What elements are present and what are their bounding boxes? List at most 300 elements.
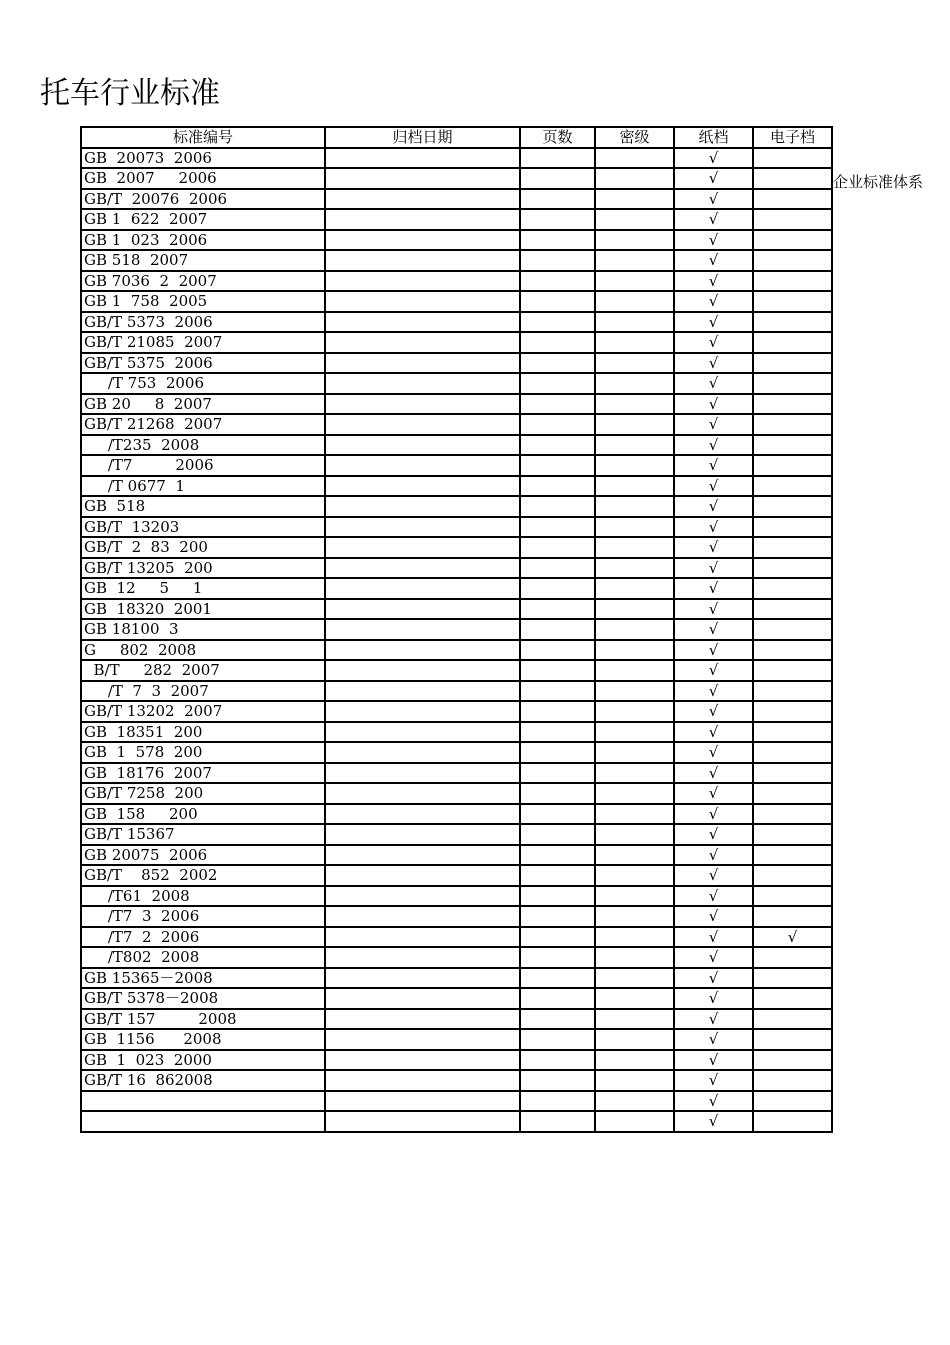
paper-copy-cell: √: [674, 947, 753, 968]
pages-cell: [520, 1029, 595, 1050]
table-row: [81, 681, 832, 702]
paper-copy-cell: √: [674, 906, 753, 927]
header-paper-copy: 纸档: [674, 127, 753, 148]
electronic-copy-cell: [753, 189, 832, 210]
pages-cell: [520, 619, 595, 640]
archive-date-cell: [325, 332, 520, 353]
paper-copy-cell: √: [674, 865, 753, 886]
archive-date-cell: [325, 1009, 520, 1030]
electronic-copy-cell: [753, 1111, 832, 1132]
header-standard-code: 标准编号: [81, 127, 325, 148]
table-row: [81, 517, 832, 538]
table-row: [81, 804, 832, 825]
table-row: [81, 824, 832, 845]
archive-date-cell: [325, 1029, 520, 1050]
electronic-copy-cell: [753, 742, 832, 763]
security-level-cell: [595, 250, 674, 271]
security-level-cell: [595, 722, 674, 743]
pages-cell: [520, 845, 595, 866]
pages-cell: [520, 189, 595, 210]
electronic-copy-cell: [753, 578, 832, 599]
archive-date-cell: [325, 947, 520, 968]
archive-date-cell: [325, 599, 520, 620]
paper-copy-cell: √: [674, 1050, 753, 1071]
electronic-copy-cell: [753, 681, 832, 702]
paper-copy-cell: √: [674, 1070, 753, 1091]
standard-code-cell: GB/T 13205 200: [81, 558, 325, 579]
table-row: [81, 988, 832, 1009]
table-row: [81, 1070, 832, 1091]
electronic-copy-cell: [753, 517, 832, 538]
archive-date-cell: [325, 496, 520, 517]
electronic-copy-cell: [753, 558, 832, 579]
standard-code-cell: GB 18320 2001: [81, 599, 325, 620]
archive-date-cell: [325, 988, 520, 1009]
security-level-cell: [595, 640, 674, 661]
side-note: 企业标准体系: [833, 173, 924, 191]
table-row: [81, 640, 832, 661]
paper-copy-cell: √: [674, 537, 753, 558]
paper-copy-cell: √: [674, 455, 753, 476]
standard-code-cell: GB 2007 2006: [81, 168, 325, 189]
standard-code-cell: /T7 2 2006: [81, 927, 325, 948]
standard-code-cell: GB 15365－2008: [81, 968, 325, 989]
pages-cell: [520, 414, 595, 435]
archive-date-cell: [325, 517, 520, 538]
pages-cell: [520, 763, 595, 784]
standard-code-cell: GB/T 5378－2008: [81, 988, 325, 1009]
security-level-cell: [595, 742, 674, 763]
security-level-cell: [595, 988, 674, 1009]
pages-cell: [520, 435, 595, 456]
archive-date-cell: [325, 250, 520, 271]
standard-code-cell: /T7 2006: [81, 455, 325, 476]
table-row: [81, 209, 832, 230]
electronic-copy-cell: [753, 476, 832, 497]
electronic-copy-cell: √: [753, 927, 832, 948]
pages-cell: [520, 353, 595, 374]
security-level-cell: [595, 271, 674, 292]
table-row: [81, 271, 832, 292]
table-row: [81, 906, 832, 927]
paper-copy-cell: √: [674, 332, 753, 353]
paper-copy-cell: √: [674, 496, 753, 517]
paper-copy-cell: √: [674, 517, 753, 538]
electronic-copy-cell: [753, 291, 832, 312]
pages-cell: [520, 927, 595, 948]
archive-date-cell: [325, 189, 520, 210]
security-level-cell: [595, 558, 674, 579]
archive-date-cell: [325, 537, 520, 558]
archive-date-cell: [325, 865, 520, 886]
electronic-copy-cell: [753, 1091, 832, 1112]
table-row: [81, 353, 832, 374]
paper-copy-cell: √: [674, 927, 753, 948]
table-row: [81, 927, 832, 948]
table-row: [81, 148, 832, 169]
table-row: [81, 189, 832, 210]
security-level-cell: [595, 517, 674, 538]
paper-copy-cell: √: [674, 988, 753, 1009]
electronic-copy-cell: [753, 886, 832, 907]
header-row: [81, 127, 832, 148]
paper-copy-cell: √: [674, 271, 753, 292]
security-level-cell: [595, 414, 674, 435]
archive-date-cell: [325, 578, 520, 599]
archive-date-cell: [325, 681, 520, 702]
standard-code-cell: GB 12 5 1: [81, 578, 325, 599]
paper-copy-cell: √: [674, 1009, 753, 1030]
paper-copy-cell: √: [674, 394, 753, 415]
security-level-cell: [595, 824, 674, 845]
electronic-copy-cell: [753, 640, 832, 661]
pages-cell: [520, 1070, 595, 1091]
electronic-copy-cell: [753, 968, 832, 989]
archive-date-cell: [325, 701, 520, 722]
paper-copy-cell: √: [674, 681, 753, 702]
electronic-copy-cell: [753, 783, 832, 804]
archive-date-cell: [325, 660, 520, 681]
electronic-copy-cell: [753, 947, 832, 968]
table-row: [81, 1009, 832, 1030]
paper-copy-cell: √: [674, 250, 753, 271]
paper-copy-cell: √: [674, 619, 753, 640]
paper-copy-cell: √: [674, 209, 753, 230]
archive-date-cell: [325, 763, 520, 784]
standard-code-cell: GB 18100 3: [81, 619, 325, 640]
electronic-copy-cell: [753, 312, 832, 333]
pages-cell: [520, 722, 595, 743]
paper-copy-cell: √: [674, 414, 753, 435]
pages-cell: [520, 291, 595, 312]
paper-copy-cell: √: [674, 578, 753, 599]
pages-cell: [520, 517, 595, 538]
security-level-cell: [595, 455, 674, 476]
electronic-copy-cell: [753, 1050, 832, 1071]
header-security-level: 密级: [595, 127, 674, 148]
pages-cell: [520, 783, 595, 804]
paper-copy-cell: √: [674, 148, 753, 169]
paper-copy-cell: √: [674, 353, 753, 374]
paper-copy-cell: √: [674, 968, 753, 989]
paper-copy-cell: √: [674, 845, 753, 866]
paper-copy-cell: √: [674, 1029, 753, 1050]
archive-date-cell: [325, 558, 520, 579]
standard-code-cell: GB 1 622 2007: [81, 209, 325, 230]
archive-date-cell: [325, 312, 520, 333]
archive-date-cell: [325, 968, 520, 989]
standard-code-cell: GB 1 578 200: [81, 742, 325, 763]
archive-date-cell: [325, 373, 520, 394]
pages-cell: [520, 865, 595, 886]
paper-copy-cell: √: [674, 168, 753, 189]
standard-code-cell: GB 1 023 2006: [81, 230, 325, 251]
archive-date-cell: [325, 742, 520, 763]
standard-code-cell: B/T 282 2007: [81, 660, 325, 681]
archive-date-cell: [325, 168, 520, 189]
security-level-cell: [595, 783, 674, 804]
paper-copy-cell: √: [674, 886, 753, 907]
paper-copy-cell: √: [674, 701, 753, 722]
table-row: [81, 742, 832, 763]
electronic-copy-cell: [753, 168, 832, 189]
electronic-copy-cell: [753, 599, 832, 620]
standard-code-cell: /T235 2008: [81, 435, 325, 456]
security-level-cell: [595, 496, 674, 517]
archive-date-cell: [325, 927, 520, 948]
electronic-copy-cell: [753, 722, 832, 743]
archive-date-cell: [325, 1091, 520, 1112]
archive-date-cell: [325, 1070, 520, 1091]
pages-cell: [520, 701, 595, 722]
archive-date-cell: [325, 271, 520, 292]
table-row: [81, 1091, 832, 1112]
pages-cell: [520, 230, 595, 251]
archive-date-cell: [325, 394, 520, 415]
table-row: [81, 455, 832, 476]
standard-code-cell: /T802 2008: [81, 947, 325, 968]
paper-copy-cell: √: [674, 742, 753, 763]
security-level-cell: [595, 291, 674, 312]
pages-cell: [520, 558, 595, 579]
standard-code-cell: GB/T 16 862008: [81, 1070, 325, 1091]
electronic-copy-cell: [753, 373, 832, 394]
archive-date-cell: [325, 783, 520, 804]
security-level-cell: [595, 906, 674, 927]
archive-date-cell: [325, 353, 520, 374]
security-level-cell: [595, 476, 674, 497]
pages-cell: [520, 373, 595, 394]
pages-cell: [520, 148, 595, 169]
pages-cell: [520, 804, 595, 825]
table-row: [81, 886, 832, 907]
table-row: [81, 394, 832, 415]
table-row: [81, 968, 832, 989]
security-level-cell: [595, 701, 674, 722]
standard-code-cell: /T61 2008: [81, 886, 325, 907]
pages-cell: [520, 1050, 595, 1071]
security-level-cell: [595, 1070, 674, 1091]
security-level-cell: [595, 947, 674, 968]
electronic-copy-cell: [753, 865, 832, 886]
security-level-cell: [595, 209, 674, 230]
pages-cell: [520, 988, 595, 1009]
security-level-cell: [595, 1029, 674, 1050]
standard-code-cell: GB/T 2 83 200: [81, 537, 325, 558]
security-level-cell: [595, 578, 674, 599]
pages-cell: [520, 455, 595, 476]
table-row: [81, 763, 832, 784]
standard-code-cell: GB/T 5373 2006: [81, 312, 325, 333]
header-pages: 页数: [520, 127, 595, 148]
pages-cell: [520, 660, 595, 681]
security-level-cell: [595, 599, 674, 620]
paper-copy-cell: √: [674, 660, 753, 681]
table-row: [81, 783, 832, 804]
archive-date-cell: [325, 476, 520, 497]
standard-code-cell: GB/T 7258 200: [81, 783, 325, 804]
electronic-copy-cell: [753, 414, 832, 435]
paper-copy-cell: √: [674, 804, 753, 825]
security-level-cell: [595, 332, 674, 353]
standard-code-cell: GB 18351 200: [81, 722, 325, 743]
archive-date-cell: [325, 455, 520, 476]
table-row: [81, 701, 832, 722]
pages-cell: [520, 496, 595, 517]
table-row: [81, 1050, 832, 1071]
security-level-cell: [595, 681, 674, 702]
table-row: [81, 558, 832, 579]
pages-cell: [520, 168, 595, 189]
standard-code-cell: GB 1 758 2005: [81, 291, 325, 312]
security-level-cell: [595, 804, 674, 825]
table-row: [81, 865, 832, 886]
standard-code-cell: GB 18176 2007: [81, 763, 325, 784]
electronic-copy-cell: [753, 230, 832, 251]
archive-date-cell: [325, 209, 520, 230]
security-level-cell: [595, 373, 674, 394]
electronic-copy-cell: [753, 496, 832, 517]
paper-copy-cell: √: [674, 435, 753, 456]
table-row: [81, 435, 832, 456]
standard-code-cell: GB/T 852 2002: [81, 865, 325, 886]
table-row: [81, 537, 832, 558]
standard-code-cell: /T7 3 2006: [81, 906, 325, 927]
standard-code-cell: /T 7 3 2007: [81, 681, 325, 702]
paper-copy-cell: √: [674, 1111, 753, 1132]
pages-cell: [520, 947, 595, 968]
electronic-copy-cell: [753, 1009, 832, 1030]
electronic-copy-cell: [753, 148, 832, 169]
standard-code-cell: GB/T 21268 2007: [81, 414, 325, 435]
paper-copy-cell: √: [674, 312, 753, 333]
table-row: [81, 168, 832, 189]
security-level-cell: [595, 660, 674, 681]
pages-cell: [520, 968, 595, 989]
electronic-copy-cell: [753, 988, 832, 1009]
electronic-copy-cell: [753, 394, 832, 415]
security-level-cell: [595, 312, 674, 333]
standard-code-cell: GB 518 2007: [81, 250, 325, 271]
standard-code-cell: GB/T 21085 2007: [81, 332, 325, 353]
pages-cell: [520, 312, 595, 333]
electronic-copy-cell: [753, 804, 832, 825]
standard-code-cell: GB 1156 2008: [81, 1029, 325, 1050]
paper-copy-cell: √: [674, 640, 753, 661]
table-row: [81, 845, 832, 866]
table-row: [81, 599, 832, 620]
security-level-cell: [595, 763, 674, 784]
table-row: [81, 373, 832, 394]
archive-date-cell: [325, 435, 520, 456]
table-row: [81, 722, 832, 743]
pages-cell: [520, 1009, 595, 1030]
standard-code-cell: [81, 1111, 325, 1132]
archive-date-cell: [325, 722, 520, 743]
table-row: [81, 476, 832, 497]
table-row: [81, 230, 832, 251]
electronic-copy-cell: [753, 763, 832, 784]
pages-cell: [520, 824, 595, 845]
pages-cell: [520, 906, 595, 927]
archive-date-cell: [325, 619, 520, 640]
paper-copy-cell: √: [674, 373, 753, 394]
paper-copy-cell: √: [674, 476, 753, 497]
electronic-copy-cell: [753, 435, 832, 456]
electronic-copy-cell: [753, 660, 832, 681]
electronic-copy-cell: [753, 845, 832, 866]
paper-copy-cell: √: [674, 291, 753, 312]
standard-code-cell: GB/T 157 2008: [81, 1009, 325, 1030]
pages-cell: [520, 394, 595, 415]
standard-code-cell: GB 20 8 2007: [81, 394, 325, 415]
electronic-copy-cell: [753, 537, 832, 558]
security-level-cell: [595, 886, 674, 907]
electronic-copy-cell: [753, 824, 832, 845]
security-level-cell: [595, 1111, 674, 1132]
archive-date-cell: [325, 148, 520, 169]
pages-cell: [520, 599, 595, 620]
standard-code-cell: /T 0677 1: [81, 476, 325, 497]
table-row: [81, 496, 832, 517]
table-row: [81, 332, 832, 353]
security-level-cell: [595, 1091, 674, 1112]
security-level-cell: [595, 394, 674, 415]
archive-date-cell: [325, 414, 520, 435]
pages-cell: [520, 250, 595, 271]
archive-date-cell: [325, 886, 520, 907]
standard-code-cell: G 802 2008: [81, 640, 325, 661]
pages-cell: [520, 578, 595, 599]
archive-date-cell: [325, 845, 520, 866]
pages-cell: [520, 271, 595, 292]
paper-copy-cell: √: [674, 722, 753, 743]
table-row: [81, 660, 832, 681]
security-level-cell: [595, 230, 674, 251]
table-row: [81, 947, 832, 968]
table-row: [81, 291, 832, 312]
security-level-cell: [595, 968, 674, 989]
pages-cell: [520, 742, 595, 763]
table-row: [81, 1111, 832, 1132]
standard-code-cell: GB/T 13202 2007: [81, 701, 325, 722]
archive-date-cell: [325, 291, 520, 312]
paper-copy-cell: √: [674, 1091, 753, 1112]
archive-date-cell: [325, 1111, 520, 1132]
paper-copy-cell: √: [674, 763, 753, 784]
electronic-copy-cell: [753, 250, 832, 271]
pages-cell: [520, 681, 595, 702]
paper-copy-cell: √: [674, 558, 753, 579]
electronic-copy-cell: [753, 701, 832, 722]
standards-table: [80, 126, 833, 1133]
paper-copy-cell: √: [674, 599, 753, 620]
security-level-cell: [595, 353, 674, 374]
table-row: [81, 619, 832, 640]
archive-date-cell: [325, 230, 520, 251]
standard-code-cell: GB 518: [81, 496, 325, 517]
pages-cell: [520, 1091, 595, 1112]
archive-date-cell: [325, 804, 520, 825]
pages-cell: [520, 1111, 595, 1132]
pages-cell: [520, 476, 595, 497]
standard-code-cell: GB 20073 2006: [81, 148, 325, 169]
standard-code-cell: /T 753 2006: [81, 373, 325, 394]
security-level-cell: [595, 148, 674, 169]
pages-cell: [520, 640, 595, 661]
table-row: [81, 578, 832, 599]
security-level-cell: [595, 865, 674, 886]
